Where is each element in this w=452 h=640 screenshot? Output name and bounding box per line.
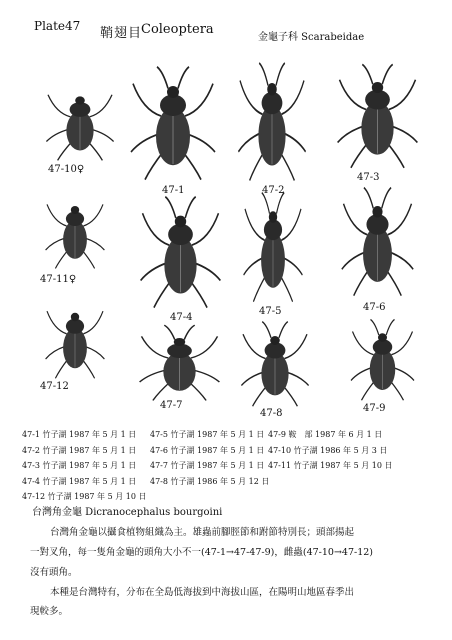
label-47-2: 47-2 xyxy=(262,185,285,196)
specimen-47-9 xyxy=(345,316,420,402)
description-line: 一對叉角，每一隻角金龜的頭角大小不一(47-1→47-47-9)，雌蟲(47-10→47-12) xyxy=(30,547,374,558)
order-chinese: 鞘翅目 xyxy=(100,26,143,41)
order-latin: Coleoptera xyxy=(141,22,214,37)
date-entry: 47-5 竹子湖 1987 年 5 月 1 日 xyxy=(150,430,265,439)
date-entry: 47-11 竹子湖 1987 年 5 月 10 日 xyxy=(268,461,393,470)
family-name: 金龜子科 Scarabeidae xyxy=(258,32,365,43)
label-47-8: 47-8 xyxy=(260,408,283,419)
label-47-3: 47-3 xyxy=(357,172,380,183)
date-entry: 47-6 竹子湖 1987 年 5 月 1 日 xyxy=(150,445,265,455)
dates-column-1 xyxy=(22,427,147,505)
specimen-47-7 xyxy=(132,322,227,402)
label-47-11: 47-11♀ xyxy=(40,274,77,285)
label-47-12: 47-12 xyxy=(40,381,69,392)
specimen-47-3 xyxy=(330,60,425,170)
specimen-47-10 xyxy=(40,80,120,162)
date-entry: 47-9 鞍 部 1987 年 6 月 1 日 xyxy=(268,430,383,439)
specimen-47-8 xyxy=(235,318,315,408)
dates-column-3 xyxy=(268,427,393,474)
specimen-47-6 xyxy=(335,183,420,298)
description-line: 本種是台灣特有，分布在全島低海拔到中海拔山區，在陽明山地區春季出 xyxy=(50,587,355,598)
plate-number: Plate47 xyxy=(34,19,81,33)
label-47-7: 47-7 xyxy=(160,400,183,411)
description-line: 現較多。 xyxy=(30,606,69,617)
date-entry: 47-1 竹子湖 1987 年 5 月 1 日 xyxy=(22,430,137,439)
label-47-5: 47-5 xyxy=(259,306,282,317)
label-47-4: 47-4 xyxy=(170,312,193,323)
label-47-9: 47-9 xyxy=(363,403,386,414)
label-47-1: 47-1 xyxy=(162,185,185,196)
date-entry: 47-4 竹子湖 1987 年 5 月 1 日 xyxy=(22,476,137,486)
specimen-47-11 xyxy=(40,190,110,270)
specimen-47-1 xyxy=(123,62,223,182)
species-title: 台灣角金龜 Dicranocephalus bourgoini xyxy=(32,507,223,518)
specimen-47-12 xyxy=(40,296,110,380)
specimen-47-5 xyxy=(238,188,308,304)
description-line: 沒有頭角。 xyxy=(30,567,78,578)
specimen-47-2 xyxy=(232,58,312,183)
dates-column-2 xyxy=(150,427,269,489)
date-entry: 47-8 竹子湖 1986 年 5 月 12 日 xyxy=(150,476,270,486)
date-entry: 47-2 竹子湖 1987 年 5 月 1 日 xyxy=(22,445,137,455)
label-47-6: 47-6 xyxy=(363,302,386,313)
label-47-10: 47-10♀ xyxy=(48,164,85,175)
date-entry: 47-12 竹子湖 1987 年 5 月 10 日 xyxy=(22,492,147,501)
description-line: 台灣角金龜以攝食植物組織為主。雄蟲前腳脛節和跗節特別長；頭部揚起 xyxy=(50,527,355,538)
date-entry: 47-7 竹子湖 1987 年 5 月 1 日 xyxy=(150,461,265,470)
date-entry: 47-3 竹子湖 1987 年 5 月 1 日 xyxy=(22,461,137,470)
specimen-47-4 xyxy=(133,192,228,310)
date-entry: 47-10 竹子湖 1986 年 5 月 3 日 xyxy=(268,445,388,455)
